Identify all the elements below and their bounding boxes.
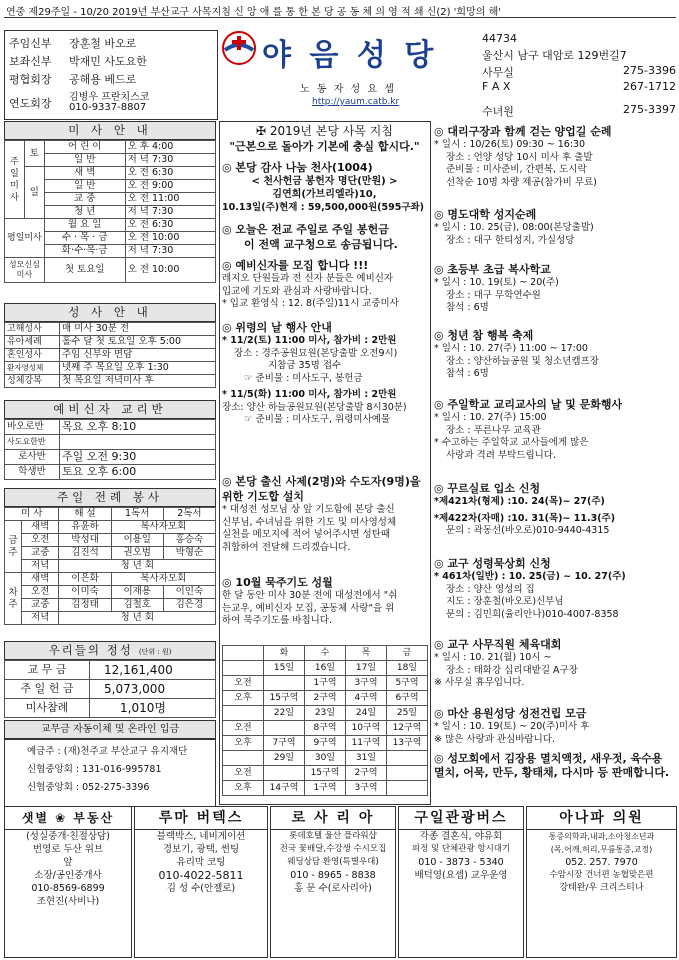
cal-cell: 13구역 (387, 736, 428, 751)
right-line: 참석 : 6명 (446, 368, 489, 379)
servers-cell: 김진석 (59, 547, 111, 560)
mass-cell: 일 반 (44, 180, 125, 193)
parish-logo-icon (221, 30, 257, 66)
servers-cell: 이미숙 (59, 586, 111, 599)
right-line: 준비물 : 미사준비, 간편복, 도시락 (446, 164, 587, 175)
servers-head: 미 사 (5, 508, 59, 521)
offering-table (4, 660, 216, 718)
mass-cell: 어 린 이 (44, 141, 125, 154)
right-line: 장소 : 양산하늘공원 및 청소년캠프장 (446, 355, 599, 367)
servers-mass: 저녁 (22, 612, 59, 625)
servers-mass: 오전 (22, 586, 59, 599)
right-line: * 461차(일반) : 10. 25(금) ~ 10. 27(주) (434, 571, 626, 582)
sacrament-value: 홀수 달 첫 토요일 오후 5:00 (60, 336, 216, 349)
cal-cell: 오전 (223, 676, 264, 691)
right-line: * 일시 : 10. 27(주) 15:00 (434, 412, 547, 423)
cal-cell: 5구역 (387, 676, 428, 691)
offering-title: 우리들의 정성 (48, 643, 133, 657)
catechumen-time: 목요 오후 8:10 (60, 420, 216, 435)
center-item (222, 222, 427, 252)
ad-line: 배덕영(요셉) 교우운영 (414, 870, 508, 881)
offering-label: 주 일 헌 금 (5, 680, 90, 699)
right-item (434, 207, 676, 247)
servers-cell: 복사자모회 (111, 573, 215, 586)
ad-box (398, 806, 524, 958)
cal-head (223, 646, 264, 661)
servers-cell: 이인숙 (163, 586, 215, 599)
cal-cell: 15구역 (264, 691, 305, 706)
servers-cell: 청 년 회 (59, 612, 216, 625)
right-line: 선착순 10명 차량 제공(참가비 무료) (446, 176, 597, 188)
center-line: ☞ 준비물 : 미사도구, 위령미사예물 (244, 414, 391, 425)
servers-mass: 저녁 (22, 560, 59, 573)
servers-mass: 새벽 (22, 521, 59, 534)
servers-table (4, 507, 216, 625)
center-line: 하여 묵주기도를 바칩니다. (222, 615, 333, 626)
sacrament-label: 성체강복 (5, 375, 60, 388)
right-line: *제421차(형제) :10. 24(목)~ 27(주) (434, 496, 605, 507)
mass-cell: 월 요 일 (44, 219, 125, 232)
transfer-box (4, 739, 216, 807)
servers-cell: 복사자모회 (111, 521, 215, 534)
servers-cell: 박형순 (163, 547, 215, 560)
center-item-title: ◎ 예비신자를 모집 합니다 !!! (222, 259, 369, 272)
mass-time: 오 전 6:30 (125, 219, 215, 232)
sacrament-value: 주임 신부와 면담 (60, 349, 216, 362)
transfer-bank: 신협중앙회 : 052-275-3396 (27, 782, 150, 793)
center-line: 는교우, 예비신자 모집, 공동체 사랑"을 위 (222, 602, 395, 614)
right-line: * 수고하는 주일학교 교사들에게 많은 (434, 437, 589, 448)
center-line: 취합하여 전달해 드리겠습니다. (222, 541, 351, 553)
ad-line: 전국 꽃배달,수강생 수시모집 (279, 844, 387, 854)
right-item-title: ◎ 청년 참 행복 축제 (434, 329, 534, 342)
right-line: * 일시 : 10/26(토) 09:30 ~ 16:30 (434, 139, 586, 150)
header-top-line: 연중 제29주일 - 10/20 2019년 부산교구 사목지침 신 앙 애 를 통 한 본 당 공 동 체 의 영 적 쇄 신(2) '희망의 해' (6, 7, 501, 18)
center-line: 한 달 동안 미사 30분 전에 대성전에서 "쉬 (222, 590, 398, 601)
cal-cell (264, 766, 305, 781)
ad-line: 웨딩상담 환영(특별우대) (287, 857, 379, 867)
staff-role: 연도회장 (9, 97, 52, 110)
servers-title: 주일 전례 봉사 (4, 488, 216, 507)
cal-cell: 30일 (305, 751, 346, 766)
ad-line: 피정 및 단체관광 항시대기 (411, 844, 511, 854)
mass-adoration-label: 성모신심미사 (5, 258, 45, 283)
mass-title: 미 사 안 내 (4, 121, 216, 140)
right-line: 참석 : 6명 (446, 302, 489, 313)
right-item-title: ◎ 꾸르실료 입소 신청 (434, 482, 541, 495)
catechumen-time: 주일 오전 9:30 (60, 450, 216, 465)
sacrament-table (4, 322, 216, 388)
catechumen-class: 바오로반 (5, 420, 60, 435)
right-item (434, 397, 676, 462)
center-line: 실천을 메모지에 적어 넣어주시면 성탄때 (222, 529, 391, 540)
offering-label: 교 무 금 (5, 661, 90, 680)
ad-box (270, 806, 396, 958)
center-item-title: ◎ 10월 묵주기도 성월 (222, 576, 333, 589)
cal-cell: 12구역 (387, 721, 428, 736)
right-line: 장소 : 양산 영성의 집 (446, 583, 535, 595)
ad-line: 홍 문 수(로사리아) (294, 883, 372, 894)
right-item (434, 328, 676, 381)
right-line: *제422차(자매) :10. 31(목)~ 11.3(주) (434, 512, 616, 524)
cal-cell (387, 781, 428, 796)
cal-cell: 3구역 (346, 781, 387, 796)
center-item (222, 160, 427, 214)
center-line: * 대성전 성모님 상 앞 기도함에 본당 출신 (222, 504, 395, 515)
cal-cell: 7구역 (264, 736, 305, 751)
guideline-text: "근본으로 돌아가 기본에 충실 합시다." (229, 140, 420, 153)
ad-line: 수암시장 건너편 농협맞은편 (549, 870, 654, 880)
mass-time: 오 전 6:30 (125, 167, 215, 180)
staff-name: 김병우 프란치스코 (69, 92, 150, 103)
right-item-title: ◎ 명도대학 성지순례 (434, 208, 537, 221)
staff-role: 주임신부 (9, 37, 52, 50)
sacrament-title: 성 사 안 내 (4, 303, 216, 322)
center-line: 김연희(가브리엘라)10, (272, 189, 377, 200)
offering-value: 12,161,400 (90, 661, 216, 680)
staff-name: 장훈철 바오로 (69, 37, 137, 50)
ad-line: 유리막 코팅 (176, 857, 226, 868)
cal-cell: 6구역 (387, 691, 428, 706)
sacrament-value: 매 미사 30분 전 (60, 323, 216, 336)
staff-role: 보좌신부 (9, 55, 52, 68)
sacrament-value: 첫 목요일 저녁미사 후 (60, 375, 216, 388)
ad-box (4, 806, 132, 958)
center-line: 레지오 단원들과 전 신자 분들은 예비신자 (222, 273, 394, 284)
cal-head: 목 (346, 646, 387, 661)
cal-cell: 2구역 (346, 766, 387, 781)
ad-line: 052. 257. 7970 (565, 857, 638, 868)
cal-cell: 오전 (223, 766, 264, 781)
catechumen-section (4, 400, 216, 480)
servers-head: 해 설 (59, 508, 111, 521)
right-line: 장소 : 대구 무학연수원 (446, 289, 541, 301)
staff-name: 공해용 베드로 (69, 73, 137, 86)
right-line: * 일시 : 10. 21(월) 10시 ~ (434, 652, 552, 663)
center-line: 장소: 양산 하늘공원묘원(본당출발 8시30분) (222, 401, 407, 413)
cal-cell (223, 661, 264, 676)
cal-cell: 23일 (305, 706, 346, 721)
sacrament-label: 고해성사 (5, 323, 60, 336)
servers-cell: 김철호 (111, 599, 163, 612)
right-item (434, 637, 676, 690)
right-line: * 일시 : 10. 19(토) ~ 20(주)미사 후 (434, 721, 590, 732)
cal-cell (223, 706, 264, 721)
center-line: 입교에 기도와 관심과 사랑바랍니다. (222, 285, 372, 297)
mass-table (4, 140, 216, 283)
right-line: * 일시 : 10. 25(금), 08:00(본당출발) (434, 222, 594, 233)
right-line: * 일시 : 10. 19(토) ~ 20(주) (434, 277, 559, 288)
ad-line: 조현진(사비나) (36, 896, 100, 907)
cal-cell: 10구역 (346, 721, 387, 736)
ad-line: 010 - 3873 - 5340 (418, 857, 504, 868)
cal-cell (264, 676, 305, 691)
catechumen-table (4, 419, 216, 480)
servers-cell: 이용일 (111, 534, 163, 547)
center-line: 장소 : 경주공원묘원(본당출발 오전9시) (234, 347, 398, 359)
servers-next-week: 차주 (5, 573, 22, 625)
transfer-title: 교무금 자동이체 및 온라인 입금 (4, 720, 216, 739)
servers-head: 2독서 (163, 508, 215, 521)
center-line: < 천사헌금 봉헌자 명단(만원) > (251, 176, 398, 187)
guideline-block (222, 124, 427, 154)
servers-cell: 유윤하 (59, 521, 111, 534)
servers-mass: 교중 (22, 599, 59, 612)
center-line: ☞ 준비물 : 미사도구, 봉헌금 (244, 372, 363, 384)
cal-cell: 오후 (223, 781, 264, 796)
cal-cell: 오후 (223, 691, 264, 706)
right-line: 사랑과 격려 부탁드립니다. (446, 449, 557, 461)
right-item (434, 706, 676, 746)
cal-cell: 22일 (264, 706, 305, 721)
transfer-holder: 예금주 : (재)천주교 부산교구 유지재단 (27, 746, 188, 757)
cal-cell: 16일 (305, 661, 346, 676)
cross-icon: ✠ (255, 124, 270, 138)
cal-cell: 14구역 (264, 781, 305, 796)
mass-time: 오 후 4:00 (125, 141, 215, 154)
mass-time: 저 녁 7:30 (125, 206, 215, 219)
mass-section (4, 121, 216, 283)
ad-title: 샛별 ❀ 부동산 (5, 807, 131, 830)
ad-line: 010-8569-6899 (31, 883, 105, 894)
cal-cell: 1구역 (305, 781, 346, 796)
cal-cell: 31일 (346, 751, 387, 766)
sacrament-label: 유아세례 (5, 336, 60, 349)
catechumen-class: 사도요한반 (5, 435, 60, 450)
header-divider (4, 17, 676, 18)
cal-head: 화 (264, 646, 305, 661)
staff-phone: 010-9337-8807 (69, 102, 147, 113)
cal-cell: 15구역 (305, 766, 346, 781)
right-item-title: ◎ 교구 사무직원 체육대회 (434, 638, 562, 651)
right-item (434, 752, 676, 780)
ad-box (526, 806, 677, 958)
right-line: 지도 : 장훈철(바오로)신부님 (446, 596, 564, 607)
ad-line: 010-4022-5811 (158, 869, 244, 882)
sacrament-value: 넷째 주 목요일 오후 1:30 (60, 362, 216, 375)
cal-cell: 25일 (387, 706, 428, 721)
mass-time: 저 녁 7:30 (125, 154, 215, 167)
staff-role: 평협회장 (9, 73, 52, 86)
catechumen-class: 학생반 (5, 465, 60, 480)
mass-weekday-label: 평일미사 (5, 219, 45, 258)
offering-section (4, 641, 216, 807)
ad-line: (성실중개·친절상담) (26, 831, 110, 842)
servers-mass: 교중 (22, 547, 59, 560)
right-line: ※ 사무실 휴무입니다. (434, 677, 525, 688)
center-item (222, 575, 427, 628)
offering-label: 미사참례 (5, 699, 90, 718)
transfer-bank: 신협중앙회 : 131-016-995781 (27, 764, 162, 775)
offering-title-bar (4, 641, 216, 660)
mass-sunday-label: 주일미사 (5, 141, 25, 219)
guideline-title: 2019년 본당 사목 지침 (269, 124, 393, 138)
mass-time: 오 전 11:00 (125, 193, 215, 206)
right-item (434, 124, 676, 189)
catechumen-title: 예비신자 교리반 (4, 400, 216, 419)
servers-cell: 이은화 (59, 573, 111, 586)
ad-line: 강태완/우 크리스티나 (559, 883, 644, 893)
cal-head: 수 (305, 646, 346, 661)
right-item (434, 262, 676, 315)
center-line: 신부님, 수녀님을 위한 기도 및 미사영성체 (222, 516, 397, 528)
cal-cell: 15일 (264, 661, 305, 676)
servers-mass: 새벽 (22, 573, 59, 586)
parish-name: 야 음 성 당 (262, 38, 438, 73)
offering-value: 5,073,000 (90, 680, 216, 699)
cal-cell (387, 751, 428, 766)
right-item-title: ◎ 주일학교 교리교사의 날 및 문화행사 (434, 398, 623, 411)
right-item (434, 481, 676, 538)
cal-cell: 17일 (346, 661, 387, 676)
servers-cell: 김정태 (59, 599, 111, 612)
center-line: * 입교 환영식 : 12. 8(주일)11시 교중미사 (222, 298, 399, 309)
mass-time: 저 녁 7:30 (125, 245, 215, 258)
mass-cell: 새 벽 (44, 167, 125, 180)
catechumen-time: 토요 오후 6:00 (60, 465, 216, 480)
servers-cell: 청 년 회 (59, 560, 216, 573)
staff-box (4, 30, 218, 120)
right-item-title: ◎ 마산 용원성당 성전건립 모금 (434, 707, 587, 720)
contact-value: 267-1712 (623, 80, 676, 93)
cal-cell: 오전 (223, 721, 264, 736)
cal-cell: 11구역 (346, 736, 387, 751)
ad-title: 로 사 리 아 (271, 807, 395, 830)
ad-line: 경보기, 광택, 썬팅 (162, 844, 240, 855)
ad-line: 블랙박스, 네비게이션 (156, 831, 246, 842)
contact-value: 275-3396 (623, 64, 676, 77)
cal-cell: 18일 (387, 661, 428, 676)
mass-time: 오 전 10:00 (125, 258, 215, 283)
mass-sun-label: 일 (24, 167, 44, 219)
offering-unit: (단위 : 원) (138, 648, 172, 656)
mass-cell: 첫 토요일 (44, 258, 125, 283)
mass-cell: 청 년 (44, 206, 125, 219)
center-line: * 11/2(토) 11:00 미사, 참가비 : 2만원 (222, 335, 397, 346)
mass-cell: 화·수·목·금 (44, 245, 125, 258)
right-line: ※ 많은 사랑과 관심바랍니다. (434, 733, 555, 745)
sacrament-label: 혼인성사 (5, 349, 60, 362)
mass-cell: 수 · 목 · 금 (44, 232, 125, 245)
mass-cell: 교 중 (44, 193, 125, 206)
cal-cell: 1구역 (305, 676, 346, 691)
catechumen-class: 로사반 (5, 450, 60, 465)
center-line: 지참금 35명 접수 (268, 360, 342, 371)
center-item (222, 258, 427, 311)
right-line: 장소 : 푸른나무 교육관 (446, 424, 541, 436)
staff-name: 박재민 사도요한 (69, 55, 147, 68)
right-line: 문의 : 김민희(율리안나)010-4007-8358 (446, 608, 619, 620)
right-item (434, 556, 676, 621)
mass-sat-label: 토 (24, 141, 44, 167)
center-item (222, 474, 427, 554)
cal-cell: 2구역 (305, 691, 346, 706)
mass-cell: 일 반 (44, 154, 125, 167)
ad-line: 소장/공인중개사 (34, 870, 102, 881)
cal-cell: 3구역 (346, 676, 387, 691)
right-item-title: ◎ 초등부 초급 복사학교 (434, 263, 551, 276)
servers-head: 1독서 (111, 508, 163, 521)
cal-cell (387, 766, 428, 781)
right-item-title: ◎ 대리구장과 함께 걷는 양업길 순례 (434, 125, 612, 138)
sacrament-section (4, 303, 216, 388)
ad-box (134, 806, 268, 958)
right-line: 장소 : 대구 한티성지, 가실성당 (446, 234, 575, 246)
cal-cell (223, 751, 264, 766)
contact-label: F A X (482, 80, 511, 93)
center-line: 10.13일(주)현재 : 59,500,000원(595구좌) (222, 202, 424, 213)
servers-cell: 박성대 (59, 534, 111, 547)
parish-subtitle: 노 동 자 성 요 셉 (300, 84, 396, 95)
mass-time: 오 전 10:00 (125, 232, 215, 245)
center-item-title: ◎ 오늘은 전교 주일로 주일 봉헌금 (222, 223, 389, 236)
ad-line: 김 성 수(안젤로) (166, 883, 236, 894)
cal-cell: 8구역 (305, 721, 346, 736)
ad-line: 앞 (63, 857, 73, 868)
servers-cell: 홍승숙 (163, 534, 215, 547)
ad-line: 010 - 8965 - 8838 (290, 870, 376, 881)
ad-line: 통증의학과,내과,소아청소년과 (548, 832, 655, 841)
servers-mass: 오전 (22, 534, 59, 547)
ad-line: 각종 결혼식, 야유회 (419, 831, 503, 842)
right-line: 장소 : 태화강 십리대밭길 A구장 (446, 664, 578, 676)
cal-cell: 24일 (346, 706, 387, 721)
contact-label: 수녀원 (482, 105, 514, 118)
center-line: * 11/5(화) 11:00 미사, 참가비 : 2만원 (222, 389, 397, 400)
postcode: 44734 (482, 32, 517, 45)
catechumen-time (60, 435, 216, 450)
center-item (222, 320, 427, 427)
cal-head: 금 (387, 646, 428, 661)
cal-cell: 29일 (264, 751, 305, 766)
cal-cell: 오후 (223, 736, 264, 751)
right-item-title: ◎ 교구 성령묵상회 신청 (434, 557, 551, 570)
ad-title: 아나파 의원 (527, 807, 676, 830)
right-line: * 일시 : 10. 27(주) 11:00 ~ 17:00 (434, 343, 588, 354)
servers-cell: 김은경 (163, 599, 215, 612)
rosary-calendar (222, 645, 428, 796)
right-line: 문의 : 곽동선(바오로)010-9440-4315 (446, 525, 610, 536)
center-item-title: ◎ 위령의 날 행사 안내 (222, 321, 332, 334)
cal-cell (264, 721, 305, 736)
servers-this-week: 금주 (5, 521, 22, 573)
contact-block (482, 32, 676, 119)
ad-title: 구일관광버스 (399, 807, 523, 830)
ad-line: 롯데호텔 울산 플라워샵 (289, 831, 377, 841)
offering-value: 1,010명 (90, 699, 216, 718)
address: 울산시 남구 대암로 129번길7 (482, 49, 627, 62)
right-item-title: ◎ 성모회에서 김장용 멸치액젓, 새우젓, 육수용 멸치, 어묵, 만두, 황태채, 다시마 등 판매합니다. (434, 752, 670, 779)
servers-cell: 권오범 (111, 547, 163, 560)
right-line: 장소 : 언양 성당 10시 미사 후 출발 (446, 151, 593, 163)
parish-url-link[interactable]: http://yaum.catb.kr (312, 97, 400, 107)
ad-line: 번영로 두산 위브 (32, 844, 104, 855)
mass-time: 오 전 9:00 (125, 180, 215, 193)
ad-line: (목,어깨,허리,무릎통증,교정) (550, 845, 653, 854)
cal-cell: 4구역 (346, 691, 387, 706)
servers-section (4, 488, 216, 625)
sacrament-label: 환자영성체 (5, 362, 60, 375)
contact-label: 사무실 (482, 66, 514, 79)
servers-cell: 이재용 (111, 586, 163, 599)
contact-value: 275-3397 (623, 103, 676, 116)
center-item-title: ◎ 본당 감사 나눔 천사(1004) (222, 161, 373, 174)
center-item-title: ◎ 본당 출신 사제(2명)와 수도자(9명)을 위한 기도합 설치 (222, 475, 421, 503)
ad-title: 루마 버텍스 (135, 807, 267, 830)
cal-cell: 9구역 (305, 736, 346, 751)
center-line: 이 전액 교구청으로 송금됩니다. (244, 238, 398, 251)
